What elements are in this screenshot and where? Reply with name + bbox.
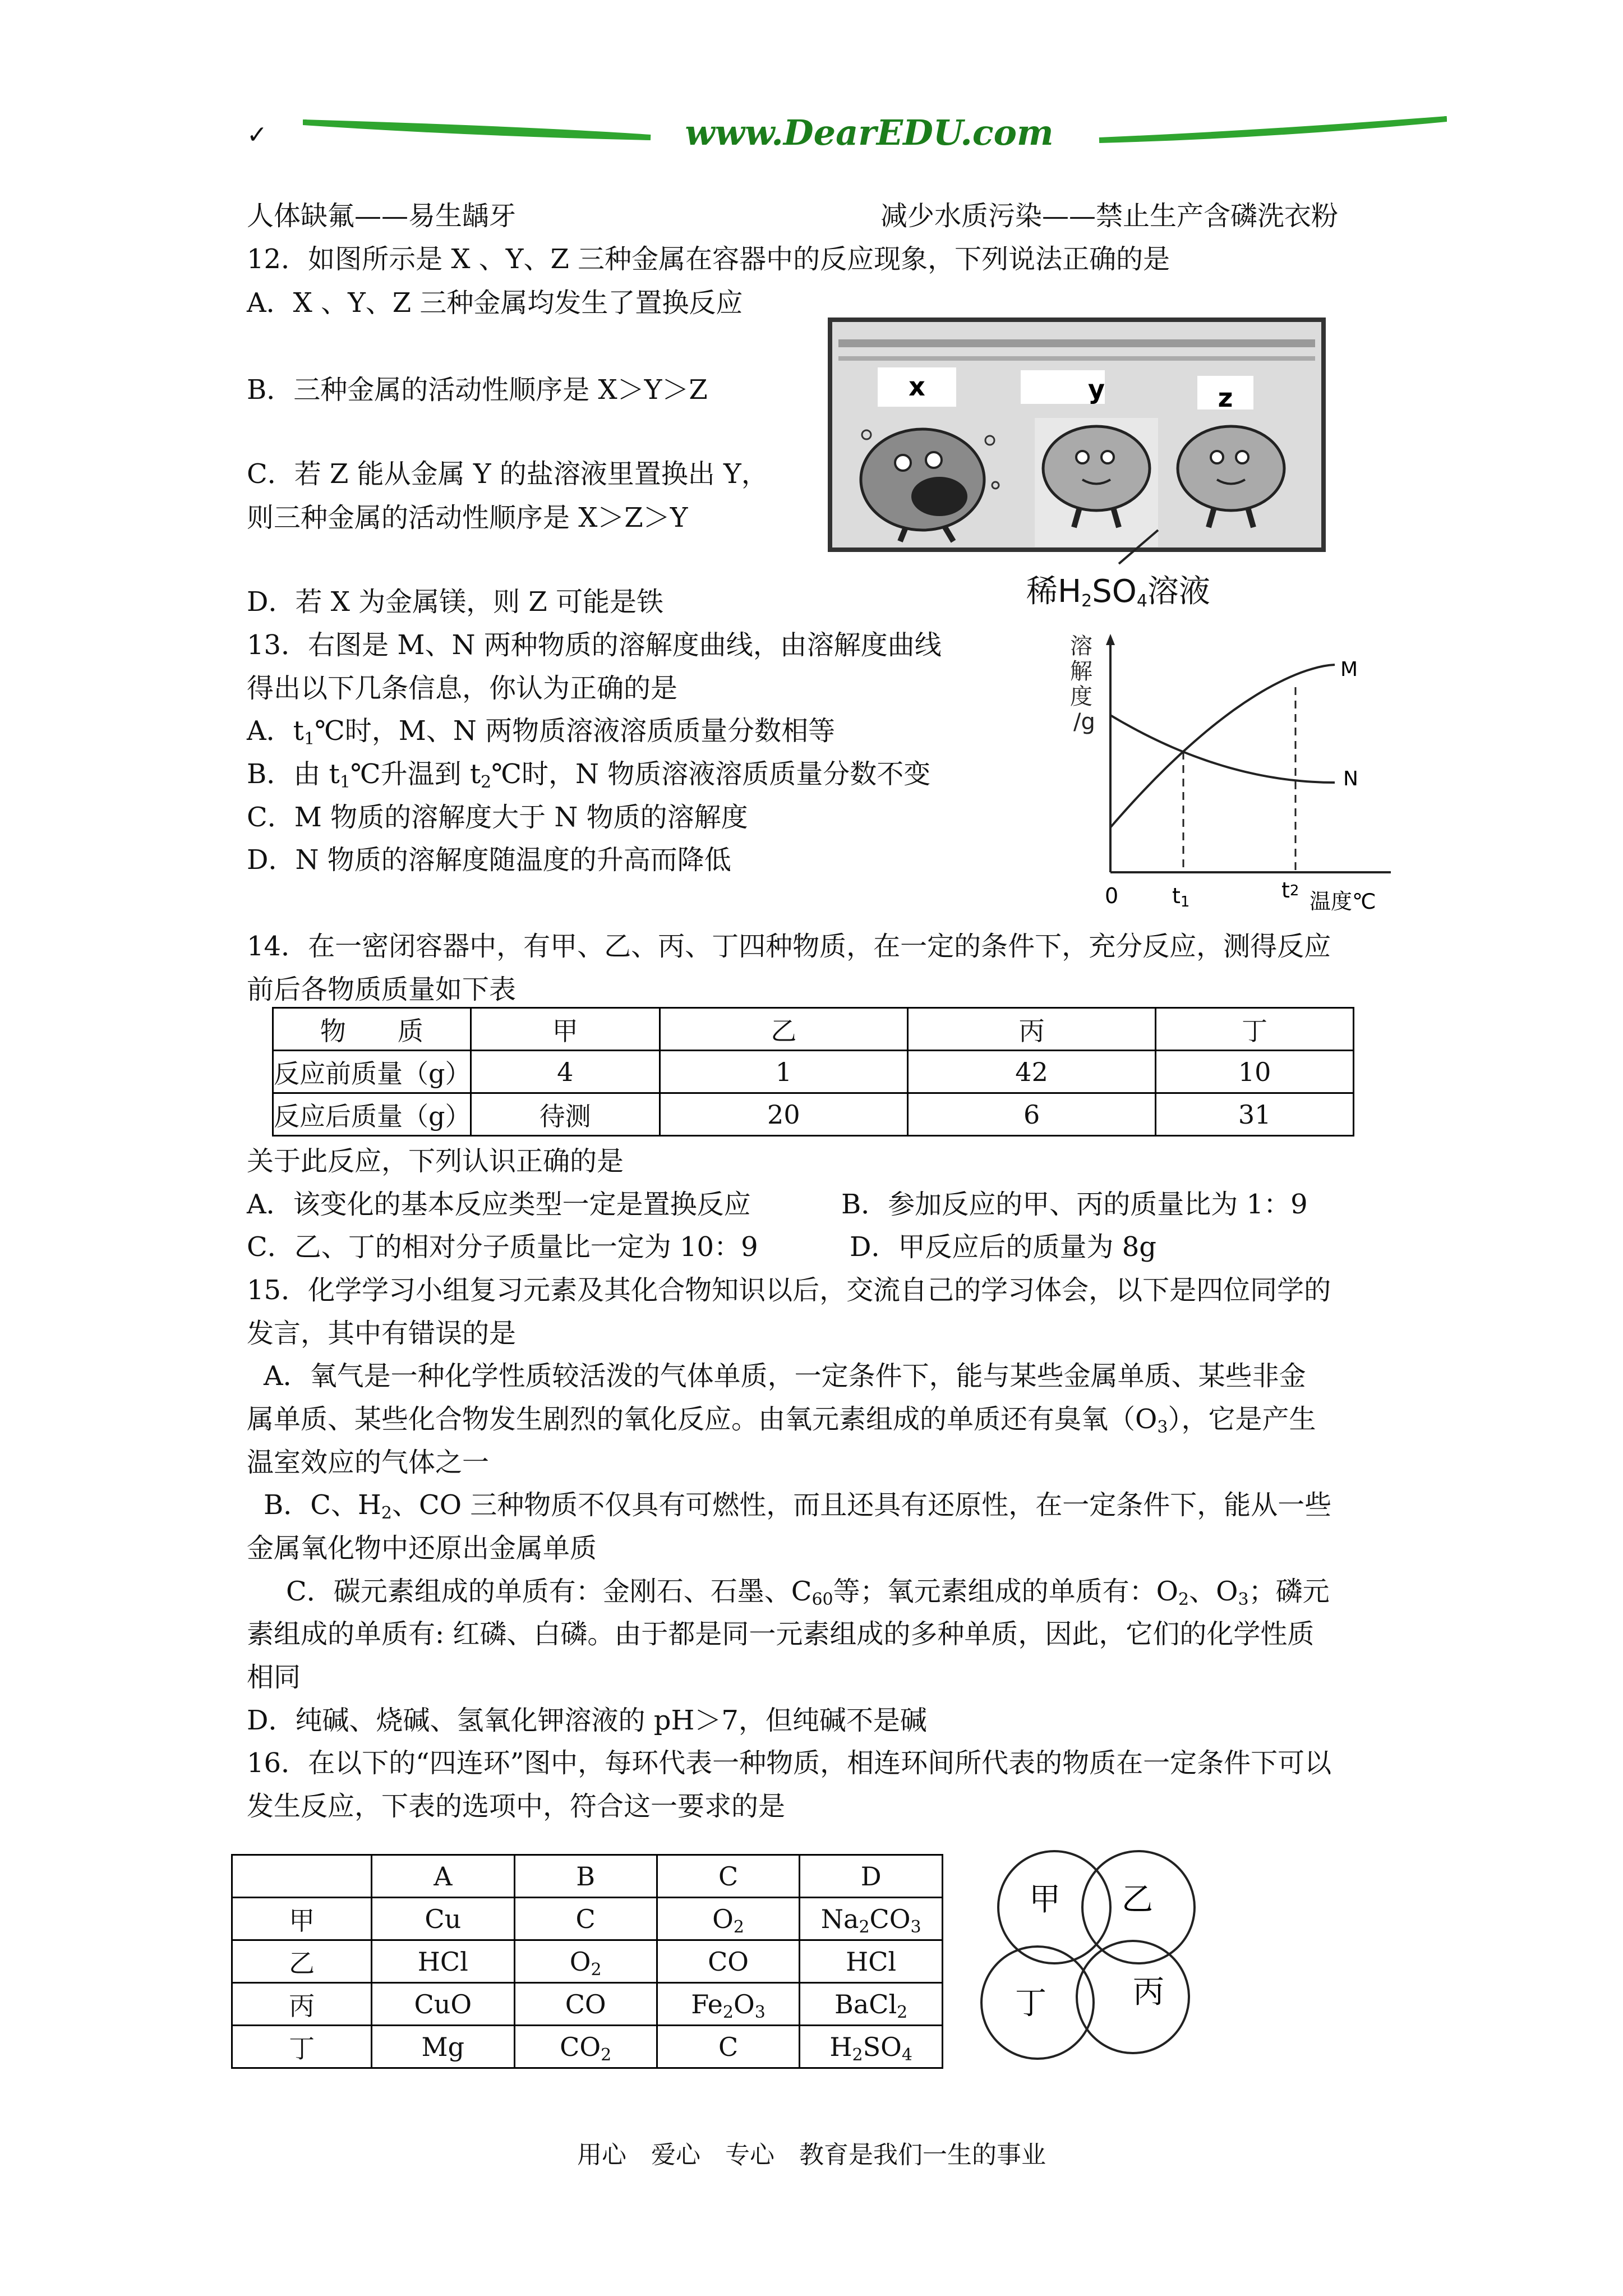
q12-option-d: D．若 X 为金属镁，则 Z 可能是铁 <box>247 586 664 618</box>
q15-option-c-1: C．碳元素组成的单质有：金刚石、石墨、$C_{60}$等；氧元素组成的单质有：$O_2$、$O_3$；磷元 <box>286 1576 1330 1609</box>
table-cell: 待测 <box>471 1093 660 1136</box>
label-x: x <box>909 371 925 402</box>
table-cell: HCl <box>372 1940 514 1983</box>
q14-option-b: B．参加反应的甲、丙的质量比为 1：9 <box>841 1189 1308 1220</box>
metal-y-icon <box>1035 418 1158 547</box>
table-cell: 42 <box>907 1051 1155 1093</box>
q14-mass-table <box>272 1007 1354 1137</box>
table-header-cell: 物 质 <box>273 1008 471 1051</box>
q16-stem-2: 发生反应，下表的选项中，符合这一要求的是 <box>247 1791 786 1822</box>
table-cell: C <box>514 1898 657 1940</box>
site-logo-text: www.DearEDU.com <box>685 112 1054 153</box>
table-header-cell: 甲 <box>471 1008 660 1051</box>
table-header-cell: A <box>372 1855 514 1898</box>
table-cell: $Fe_2O_3$ <box>657 1983 799 2026</box>
table-cell: 31 <box>1156 1093 1354 1136</box>
q15-option-b-1: B．C、$H_2$、CO 三种物质不仅具有可燃性，而且还具有还原性，在一定条件下，能从一些 <box>264 1489 1332 1523</box>
table-row <box>273 1093 1354 1136</box>
label-y: y <box>1088 374 1105 404</box>
q15-option-c-2: 素组成的单质有: 红磷、白磷。由于都是同一元素组成的多种单质，因此，它们的化学性质 <box>247 1618 1315 1650</box>
table-header-cell: 丙 <box>907 1008 1155 1051</box>
table-cell: $H_2SO_4$ <box>800 2026 943 2068</box>
q14-stem-2: 前后各物质质量如下表 <box>247 974 517 1005</box>
check-mark: ✓ <box>247 121 268 149</box>
q14-stem-1: 14．在一密闭容器中，有甲、乙、丙、丁四种物质，在一定的条件下，充分反应，测得反应 <box>247 931 1331 962</box>
q12-option-b: B．三种金属的活动性顺序是 X＞Y＞Z <box>247 374 708 406</box>
q16-stem-1: 16．在以下的“四连环”图中，每环代表一种物质，相连环间所代表的物质在一定条件下可以 <box>247 1747 1332 1779</box>
q13-option-c: C．M 物质的溶解度大于 N 物质的溶解度 <box>247 802 748 833</box>
q15-option-a-2: 属单质、某些化合物发生剧烈的氧化反应。由氧元素组成的单质还有臭氧$(O_3)$，它是产生 <box>247 1404 1316 1437</box>
header-banner <box>303 107 1447 163</box>
ring-jia-label: 甲 <box>1029 1881 1061 1918</box>
q15-option-a-1: A．氧气是一种化学性质较活泼的气体单质，一定条件下，能与某些金属单质、某些非金 <box>264 1360 1306 1392</box>
q12-stem: 12．如图所示是 X 、Y、Z 三种金属在容器中的反应现象，下列说法正确的是 <box>247 243 1170 275</box>
series-M-line <box>1110 665 1335 827</box>
q15-stem-1: 15．化学学习小组复习元素及其化合物知识以后，交流自己的学习体会，以下是四位同学的 <box>247 1274 1331 1306</box>
green-swoosh-left <box>303 122 651 137</box>
page-footer: 用心 爱心 专心 教育是我们一生的事业 <box>577 2141 1046 2169</box>
beaker-caption: 稀$H_2SO_4$溶液 <box>1026 573 1210 611</box>
q12-option-a: A．X 、Y、Z 三种金属均发生了置换反应 <box>247 287 743 319</box>
label-z: z <box>1218 383 1233 413</box>
series-N-line <box>1110 715 1335 783</box>
q15-option-a-3: 温室效应的气体之一 <box>247 1447 490 1478</box>
table-header-cell <box>232 1855 372 1898</box>
table-row <box>232 1983 943 2026</box>
table-cell: Mg <box>372 2026 514 2068</box>
q15-option-b-2: 金属氧化物中还原出金属单质 <box>247 1533 597 1564</box>
table-cell: C <box>657 2026 799 2068</box>
table-cell: $Na_2CO_3$ <box>800 1898 943 1940</box>
four-rings-diagram <box>965 1840 1228 2087</box>
table-cell: BaCl$_2$ <box>800 1983 943 2026</box>
q15-option-d: D．纯碱、烧碱、氢氧化钾溶液的 pH＞7，但纯碱不是碱 <box>247 1705 927 1736</box>
ring-bing-label: 丙 <box>1133 1974 1164 2010</box>
tick-0: 0 <box>1105 884 1119 908</box>
ring-ding-label: 丁 <box>1015 1985 1046 2022</box>
table-header-cell: 丁 <box>1156 1008 1354 1051</box>
table-header-cell: D <box>800 1855 943 1898</box>
table-cell: 反应前质量（g） <box>273 1051 471 1093</box>
row-label: 甲 <box>232 1898 372 1940</box>
q12-option-c1: C．若 Z 能从金属 Y 的盐溶液里置换出 Y， <box>247 458 768 490</box>
table-cell: $O_2$ <box>657 1898 799 1940</box>
row-label: 乙 <box>232 1940 372 1983</box>
tick-t2: t2 <box>1281 878 1299 903</box>
table-cell: 6 <box>907 1093 1155 1136</box>
x-axis-label: 温度℃ <box>1310 889 1376 914</box>
table-header-row <box>232 1855 943 1898</box>
green-swoosh-right <box>1099 119 1447 140</box>
q13-option-d: D．N 物质的溶解度随温度的升高而降低 <box>247 844 731 876</box>
table-cell: CO <box>514 1983 657 2026</box>
table-cell: $O_2$ <box>514 1940 657 1983</box>
table-cell: 10 <box>1156 1051 1354 1093</box>
table-cell: 4 <box>471 1051 660 1093</box>
top-line-right: 减少水质污染——禁止生产含磷洗衣粉 <box>880 200 1339 232</box>
table-cell: 20 <box>660 1093 907 1136</box>
table-row <box>232 1898 943 1940</box>
table-cell: $CO_2$ <box>514 2026 657 2068</box>
y-axis-label <box>1070 633 1095 735</box>
table-cell: HCl <box>800 1940 943 1983</box>
row-label: 丙 <box>232 1983 372 2026</box>
q14-after: 关于此反应，下列认识正确的是 <box>247 1145 624 1177</box>
q13-stem-1: 13．右图是 M、N 两种物质的溶解度曲线，由溶解度曲线 <box>247 629 942 661</box>
q16-options-table <box>231 1854 943 2069</box>
table-row <box>232 1940 943 1983</box>
q12-option-c2: 则三种金属的活动性顺序是 X＞Z＞Y <box>247 502 688 533</box>
q14-option-a: A．该变化的基本反应类型一定是置换反应 <box>247 1189 751 1220</box>
table-header-cell: 乙 <box>660 1008 907 1051</box>
table-cell: Cu <box>372 1898 514 1940</box>
row-label: 丁 <box>232 2026 372 2068</box>
solubility-chart <box>1054 631 1424 917</box>
table-cell: CuO <box>372 1983 514 2026</box>
table-cell: 1 <box>660 1051 907 1093</box>
q15-option-c-3: 相同 <box>247 1662 301 1693</box>
q13-stem-2: 得出以下几条信息，你认为正确的是 <box>247 673 678 704</box>
ylabel-char-2: 解 <box>1070 659 1092 684</box>
table-row <box>273 1051 1354 1093</box>
q14-option-d: D．甲反应后的质量为 8g <box>850 1231 1157 1263</box>
ylabel-char-4: /g <box>1073 709 1095 735</box>
beaker-figure <box>827 317 1332 609</box>
ring-yi-label: 乙 <box>1122 1881 1153 1918</box>
table-cell: 反应后质量（g） <box>273 1093 471 1136</box>
series-M-label: M <box>1340 658 1358 681</box>
table-header-cell: C <box>657 1855 799 1898</box>
ylabel-char-1: 溶 <box>1070 633 1092 659</box>
q14-option-c: C．乙、丁的相对分子质量比一定为 10：9 <box>247 1231 758 1263</box>
q15-stem-2: 发言，其中有错误的是 <box>247 1318 517 1349</box>
table-header-row <box>273 1008 1354 1051</box>
top-line-left: 人体缺氟——易生龋牙 <box>247 200 517 232</box>
table-cell: CO <box>657 1940 799 1983</box>
ylabel-char-3: 度 <box>1070 684 1092 710</box>
q13-option-b: B．由 $t_1℃$升温到 $t_2℃$时，N 物质溶液溶质质量分数不变 <box>247 758 931 792</box>
q13-option-a: A．$t_1℃$时，M、N 两物质溶液溶质质量分数相等 <box>247 715 836 749</box>
table-header-cell: B <box>514 1855 657 1898</box>
series-N-label: N <box>1343 767 1358 790</box>
table-row <box>232 2026 943 2068</box>
tick-t1: t1 <box>1172 884 1190 910</box>
